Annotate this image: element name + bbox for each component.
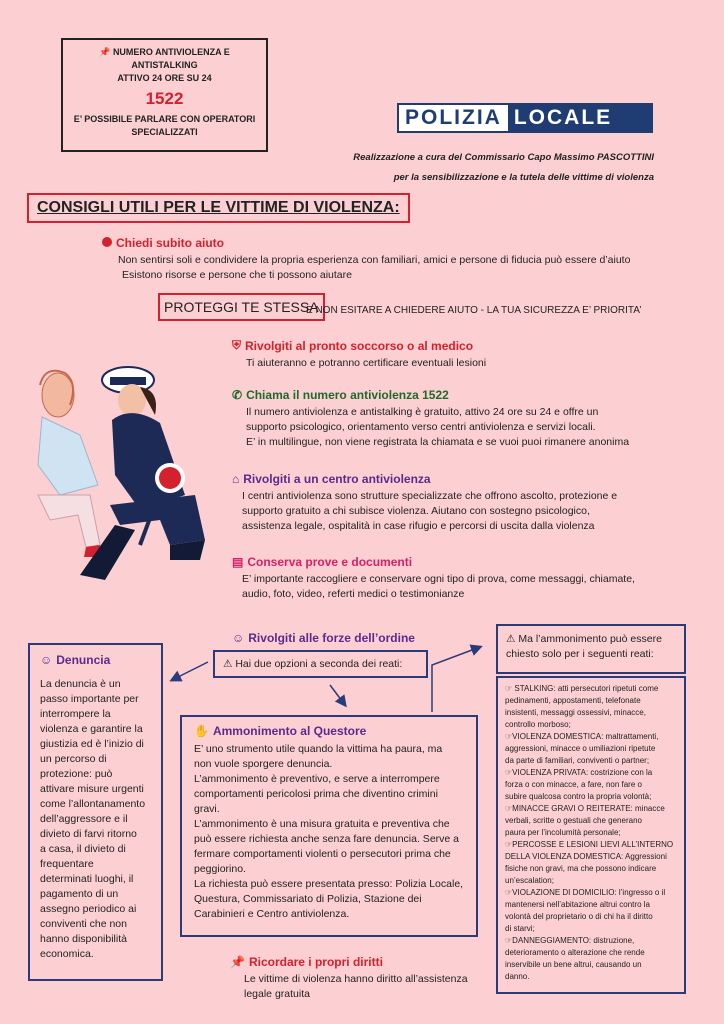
denuncia-line: frequentare [40,858,94,870]
reati-line: deterioramento o alterazione che rende [505,948,645,957]
denuncia-line: attivare misure urgenti [40,783,144,795]
denuncia-line: pagamento di un [40,888,119,900]
reati-line: un’escalation; [505,876,554,885]
hotline-line3: ATTIVO 24 ORE SU 24 [117,73,212,83]
hand-icon: ✋ [194,724,209,738]
reati-line: subire qualcosa contro la propria volontà; [505,792,652,801]
ammonimento-line: L’ammonimento è una misura gratuita e preventiva che [194,818,450,830]
police-icon: ☺ [232,631,245,645]
reati-line: da parte di familiari, conviventi o partner; [505,756,650,765]
hotline-line1: 📌 NUMERO ANTIVIOLENZA E [99,47,230,57]
denuncia-line: conviventi che non [40,918,127,930]
denuncia-heading: ☺ Denuncia [40,653,111,667]
phone-icon: ✆ [232,388,243,402]
denuncia-line: a casa, il divieto di [40,843,126,855]
credit-line1: Realizzazione a cura del Commissario Capo Massimo PASCOTTINI [353,152,654,163]
reati-line: insistenti, messaggi ossessivi, minacce, [505,708,646,717]
reati-title2: chiesto solo per i seguenti reati: [506,648,654,660]
forze-heading: ☺ Rivolgiti alle forze dell’ordine [232,631,415,645]
ammonimento-line: peggiorino. [194,863,246,875]
centro-l2: supporto gratuito a chi subisce violenza. Aiutano con sostegno psicologico, [242,505,590,517]
diritti-l1: Le vittime di violenza hanno diritto all’assistenza [244,973,468,985]
diritti-heading: 📌 Ricordare i propri diritti [230,955,383,969]
pin-icon: 📌 [230,955,245,969]
reati-title1: ⚠ Ma l’ammonimento può essere [506,633,662,645]
reati-line: ☞VIOLAZIONE DI DOMICILIO: l’ingresso o il [505,888,666,897]
denuncia-line: interrompere la [40,708,111,720]
denuncia-line: determinati luoghi, il [40,873,134,885]
denuncia-line: hanno disponibilità [40,933,127,945]
denuncia-line: come l’allontanamento [40,798,146,810]
reati-line: ☞VIOLENZA DOMESTICA: maltrattamenti, [505,732,659,741]
reati-line: volontà del proprietario o di chi ha il diritto [505,912,653,921]
denuncia-line: economica. [40,948,94,960]
ammonimento-line: L’ammonimento è preventivo, e serve a interrompere [194,773,440,785]
hotline-number: 1522 [145,89,184,108]
reati-line: mantenersi nell’abitazione altrui contro la [505,900,650,909]
centro-heading: ⌂ Rivolgiti a un centro antiviolenza [232,472,431,486]
reati-list-box [496,676,686,994]
diritti-section [230,955,490,1002]
reati-line: ☞ STALKING: atti persecutori ripetuti come [505,684,659,693]
ammonimento-line: La richiesta può essere presentata presso: Polizia Locale, [194,878,464,890]
ammonimento-line: può essere richiesta anche senza fare denuncia. Serve a [194,833,459,845]
centro-l1: I centri antiviolenza sono strutture specializzate che offrono ascolto, protezione e [242,490,618,502]
chiama-heading: ✆ Chiama il numero antiviolenza 1522 [232,388,449,402]
ammonimento-line: gravi. [194,803,220,815]
chiama-l3: E’ in multilingue, non viene registrata la chiamata e se vuoi puoi rimanere anonima [246,436,630,448]
prove-l1: E’ importante raccogliere e conservare ogni tipo di prova, come messaggi, chiamate, [242,573,635,585]
reati-line: inservibile un bene altrui, causando un [505,960,642,969]
ammonimento-line: non vuole sporgere denuncia. [194,758,333,770]
logo-part1: POLIZIA [399,105,508,131]
ammonimento-line: Carabinieri e Centro antiviolenza. [194,908,350,920]
pronto-text: Ti aiuteranno e potranno certificare eventuali lesioni [246,357,487,369]
reati-line: controllo morboso; [505,720,571,729]
ammonimento-box [180,715,478,937]
denuncia-box [28,643,163,981]
ammonimento-line: E’ uno strumento utile quando la vittima ha paura, ma [194,743,443,755]
reati-line: DELLA VIOLENZA DOMESTICA: Aggressioni [505,852,667,861]
diritti-l2: legale gratuita [244,988,310,1000]
denuncia-line: divieto di farvi ritorno [40,828,137,840]
hotline-line4: E’ POSSIBILE PARLARE CON OPERATORI [73,114,256,124]
denuncia-line: assegno periodico ai [40,903,137,915]
denuncia-line: protezione: può [40,768,113,780]
denuncia-line: dell’aggressore e il [40,813,128,825]
aiuto-line2: Esistono risorse e persone che ti possono aiutare [122,269,352,281]
main-title: CONSIGLI UTILI PER LE VITTIME DI VIOLENZA: [27,193,410,223]
reati-line: paura per l’incolumità personale; [505,828,621,837]
pronto-heading: ⛨ Rivolgiti al pronto soccorso o al medico [232,338,474,353]
chiama-l2: supporto psicologico, orientamento verso centri antiviolenza e servizi locali. [246,421,596,433]
denuncia-text [40,677,151,962]
reati-title-box [496,624,686,674]
aiuto-heading: Chiedi subito aiuto [102,236,630,250]
reati-line: verbali, scritte o gestuali che generano [505,816,642,825]
reati-line: aggressioni, minacce o umiliazioni ripetute [505,744,656,753]
reati-line: pedinamenti, appostamenti, telefonate [505,696,641,705]
ammonimento-line: comportamenti pericolosi prima che diventino crimini [194,788,438,800]
aiuto-line1: Non sentirsi soli e condividere la propria esperienza con familiari, amici e persone di fiducia può essere d’aiuto [118,254,631,266]
ammonimento-line: fermare comportamenti violenti o persecutori prima che [194,848,451,860]
warning-icon: ⚠ [223,658,233,670]
options-box: ⚠ Hai due opzioni a seconda dei reati: [213,650,428,678]
document-icon: ▤ [232,555,244,569]
ammonimento-heading: ✋ Ammonimento al Questore [194,724,367,738]
chiama-l1: Il numero antiviolenza e antistalking è gratuito, attivo 24 ore su 24 e offre un [246,406,599,418]
denuncia-line: un percorso di [40,753,107,765]
denuncia-line: passo importante per [40,693,139,705]
reati-line: ☞VIOLENZA PRIVATA: costrizione con la [505,768,653,777]
reati-line: ☞PERCOSSE E LESIONI LIEVI ALL’INTERNO [505,840,674,849]
hotline-line5: SPECIALIZZATI [131,127,198,137]
reati-line: di starvi; [505,924,535,933]
warning-icon: ⚠ [506,633,516,645]
hotline-line2: ANTISTALKING [131,60,198,70]
home-icon: ⌂ [232,472,240,486]
ammonimento-line: Questura, Commissariato di Polizia, Stazione dei [194,893,422,905]
credit-line2: per la sensibilizzazione e la tutela delle vittime di violenza [393,172,654,183]
reati-line: ☞MINACCE GRAVI O REITERATE: minacce [505,804,665,813]
prove-heading: ▤ Conserva prove e documenti [232,555,413,569]
reati-list [505,683,677,983]
protect-heading: PROTEGGI TE STESSA [158,293,325,321]
police-icon: ☺ [40,653,53,667]
ammonimento-text [194,742,464,922]
denuncia-line: giustizia ed è l’inizio di [40,738,144,750]
prove-l2: audio, foto, video, referti medici o testimonianze [242,588,465,600]
shield-icon: ⛨ [232,338,242,352]
pin-icon: 📌 [99,47,111,57]
centro-l3: assistenza legale, ospitalità in case rifugio e percorsi di uscita dalla violenza [242,520,595,532]
reati-line: fisiche non gravi, ma che possono indicare [505,864,657,873]
logo-part2: LOCALE [508,105,651,131]
reati-line: ☞DANNEGGIAMENTO: distruzione, [505,936,635,945]
denuncia-line: La denuncia è un [40,678,121,690]
denuncia-line: violenza e garantire la [40,723,143,735]
reati-line: danno. [505,972,530,981]
reati-line: forza o con minacce, a fare, non fare o [505,780,642,789]
protect-rest: E NON ESITARE A CHIEDERE AIUTO - LA TUA SICUREZZA E’ PRIORITA’ [306,305,642,316]
